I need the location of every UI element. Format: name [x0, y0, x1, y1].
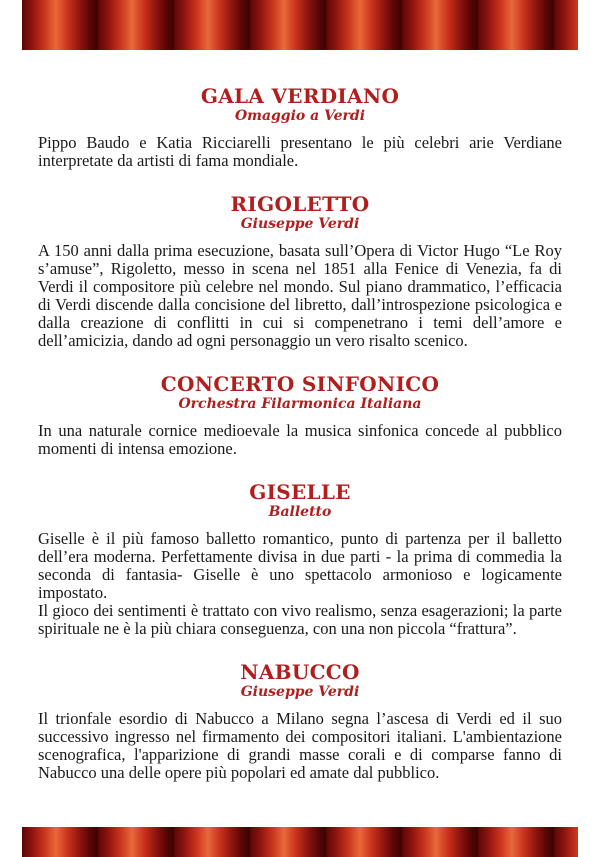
section-text: In una naturale cornice medioevale la musica sinfonica concede al pubblico momenti di intensa emozione.: [38, 421, 562, 458]
section-concerto-sinfonico: [38, 372, 562, 458]
section-subtitle: Orchestra Filarmonica Italiana: [178, 396, 422, 412]
section-title: GALA VERDIANO: [200, 84, 400, 108]
section-gala-verdiano: [38, 84, 562, 170]
section-nabucco: [38, 660, 562, 782]
section-title: GISELLE: [249, 480, 351, 504]
section-title: NABUCCO: [240, 660, 360, 684]
section-title: RIGOLETTO: [230, 192, 370, 216]
section-text: Il trionfale esordio di Nabucco a Milano segna l’ascesa di Verdi ed il suo successivo ingresso nel firmamento dei compositori italiani. L'ambientazione scenografica, l'apparizione di grandi masse corali e di comparse fanno di Nabucco una delle opere più popolari ed amate dal pubblico.: [38, 709, 562, 782]
section-text: Giselle è il più famoso balletto romantico, punto di partenza per il balletto dell’era moderna. Perfettamente divisa in due parti - la prima di commedia la seconda di fantasia- Giselle è uno spettacolo armonioso e logicamente impostato.: [38, 529, 562, 602]
program-content: [38, 84, 562, 800]
section-giselle: [38, 480, 562, 638]
section-text: Pippo Baudo e Katia Ricciarelli presentano le più celebri arie Verdiane interpretate da artisti di fama mondiale.: [38, 133, 562, 170]
decorative-curtain-band-top: [22, 0, 578, 50]
decorative-curtain-band-bottom: [22, 827, 578, 857]
section-subtitle: Balletto: [268, 504, 332, 520]
section-subtitle: Omaggio a Verdi: [234, 108, 366, 124]
section-subtitle: Giuseppe Verdi: [240, 216, 360, 232]
section-subtitle: Giuseppe Verdi: [240, 684, 360, 700]
section-text: A 150 anni dalla prima esecuzione, basata sull’Opera di Victor Hugo “Le Roy s’amuse”, Rigoletto, messo in scena nel 1851 alla Fenice di Venezia, fa di Verdi il compositore più celebre nel mondo. Sul piano drammatico, l’efficacia di Verdi discende dalla concisione del libretto, dall’introspezione psicologica e dalla creazione di conflitti in cui si compenetrano i temi dell’amore e dell’amicizia, dando ad ogni personaggio un vero risalto scenico.: [38, 241, 562, 350]
section-text: Il gioco dei sentimenti è trattato con vivo realismo, senza esagerazioni; la parte spirituale ne è la più chiara conseguenza, con una non piccola “frattura”.: [38, 601, 562, 638]
section-title: CONCERTO SINFONICO: [160, 372, 440, 396]
section-rigoletto: [38, 192, 562, 350]
